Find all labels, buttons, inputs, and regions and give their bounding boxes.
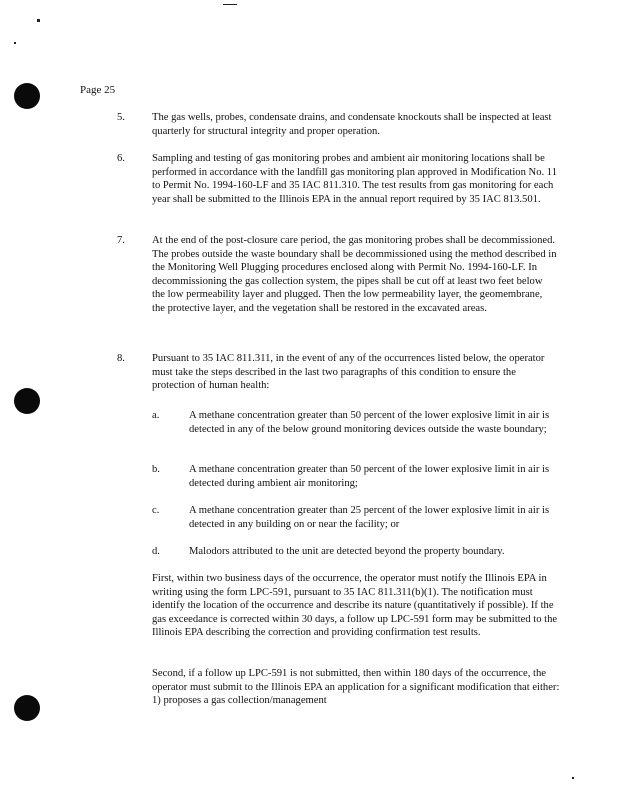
subitem-text: A methane concentration greater than 50 percent of the lower explosive limit in air is detected during ambient air monitoring; [189,464,550,489]
scan-speck [572,777,574,779]
scan-speck [37,19,40,22]
item-number: 6. [117,153,125,164]
scan-speck [223,4,237,5]
scan-speck [14,42,16,44]
item-number: 8. [117,353,125,364]
item-text: The gas wells, probes, condensate drains, and condensate knockouts shall be inspected at least quarterly for structural integrity and proper operation. [152,112,552,137]
subitem-text: Malodors attributed to the unit are detected beyond the property boundary. [189,546,505,557]
subitem-letter: a. [152,410,160,421]
punch-hole-top [14,83,40,109]
subitem-letter: d. [152,546,160,557]
subitem-letter: b. [152,464,160,475]
notification-paragraph: First, within two business days of the occurrence, the operator must notify the Illinois EPA in writing using the form LPC-591, pursuant to 35 IAC 811.311(b)(1). The notification must identify the location of the occurrence and describe its nature (quantitatively if possible). If the gas exceedance is corrected within 30 days, a follow up LPC-591 form may be submitted to the Illinois EPA describing the correction and providing confirmation test results. [152,573,558,638]
item-number: 7. [117,235,125,246]
page-number: Page 25 [80,84,116,96]
punch-hole-bottom [14,695,40,721]
item-number: 5. [117,112,125,123]
subitem-letter: c. [152,505,160,516]
subitem-text: A methane concentration greater than 50 percent of the lower explosive limit in air is detected in any of the below ground monitoring devices outside the waste boundary; [189,410,550,435]
item-text: Pursuant to 35 IAC 811.311, in the event of any of the occurrences listed below, the operator must take the steps described in the last two paragraphs of this condition to ensure the protection of human health: [152,353,545,391]
item-text: At the end of the post-closure care period, the gas monitoring probes shall be decommissioned. The probes outside the waste boundary shall be decommissioned using the method described in the Monitoring Well Plugging procedures enclosed along with Permit No. 1994-160-LF. In decommissioning the gas collection system, the pipes shall be cut off at least two feet below the low permeability layer and plugged. Then the low permeability layer, the geomembrane, the protective layer, and the vegetation shall be restored in the excavated areas. [152,235,557,314]
item-text: Sampling and testing of gas monitoring probes and ambient air monitoring locations shall be performed in accordance with the landfill gas monitoring plan approved in Modification No. 11 to Permit No. 1994-160-LF and 35 IAC 811.310. The test results from gas monitoring for each year shall be submitted to the Illinois EPA in the annual report required by 35 IAC 813.501. [152,153,557,205]
punch-hole-middle [14,388,40,414]
subitem-text: A methane concentration greater than 25 percent of the lower explosive limit in air is detected in any building on or near the facility; or [189,505,550,530]
modification-paragraph: Second, if a follow up LPC-591 is not submitted, then within 180 days of the occurrence, the operator must submit to the Illinois EPA an application for a significant modification that either: 1) proposes a gas collection/management [152,668,560,706]
